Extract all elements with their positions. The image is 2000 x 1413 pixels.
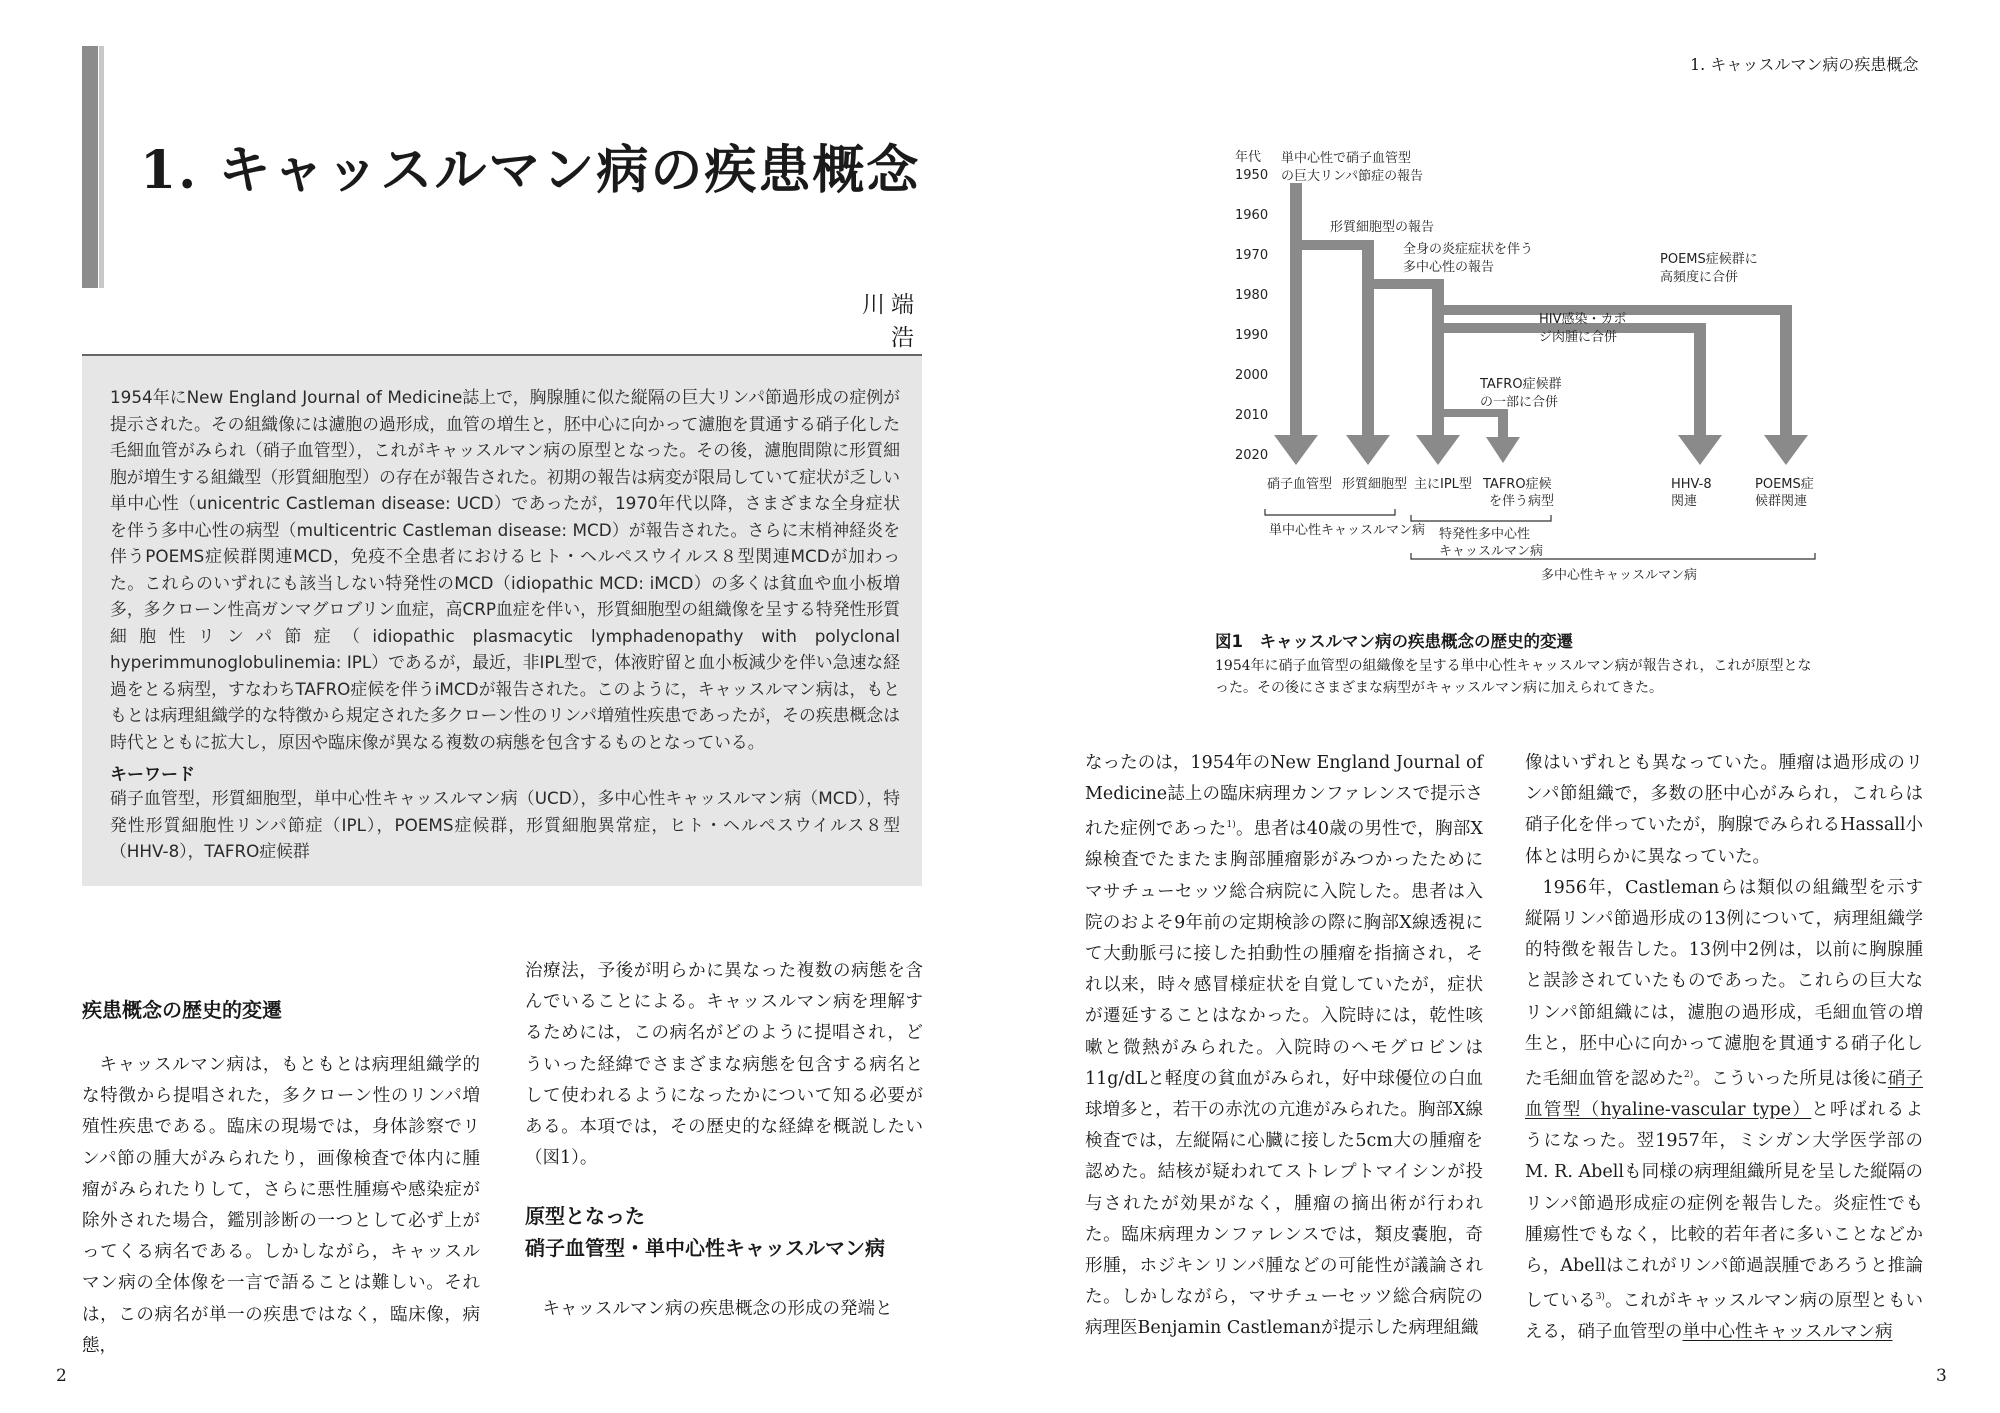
term-unicentric: 単中心性キャッスルマン病 — [1682, 1322, 1893, 1343]
body-column-4 — [1525, 748, 1923, 1349]
year-1970: 1970 — [1235, 248, 1269, 263]
year-1990: 1990 — [1235, 328, 1269, 343]
title-decor-bar-light — [99, 46, 104, 288]
group-multicentric: 多中心性キャッスルマン病 — [1541, 568, 1698, 583]
year-2010: 2010 — [1235, 408, 1269, 423]
col3-text-b: 。患者は40歳の男性で，胸部X線検査でたまたま胸部腫瘤影がみつかったためにマサチューセッツ総合病院に入院した。患者は入院のおよそ9年前の定期検診の際に胸部X線透視にて大動脈弓に接した拍動性の腫瘤を指摘され，それ以来，時々感冒様症状を自覚していたが，症状が遷延することはなかった。入院時には，乾性咳嗽と微熱がみられた。入院時のヘモグロビンは11g/dLと軽度の貧血がみられ，好中球優位の白血球増多と，若干の赤沈の亢進がみられた。胸部X線検査では，左縦隔に心臓に接した5cm大の腫瘤を認めた。結核が疑われてストレプトマイシンが投与されたが効果がなく，腫瘤の摘出術が行われた。臨床病理カンファレンスでは，類皮嚢胞，奇形腫，ホジキンリンパ腫などの可能性が議論された。しかしながら，マサチューセッツ総合病院の病理医Benjamin Castlemanが提示した病理組織 — [1085, 819, 1483, 1339]
year-1960: 1960 — [1235, 208, 1269, 223]
section-heading-history: 疾患概念の歴史的変遷 — [82, 998, 282, 1022]
body-column-2b: キャッスルマン病の疾患概念の形成の発端と — [542, 1299, 893, 1319]
endpoint-hyaline-vascular: 硝子血管型 — [1267, 477, 1333, 492]
figure-1 — [1225, 145, 1825, 590]
author-name: 川端 浩 — [862, 292, 920, 351]
annotation-6-line1: TAFRO症候群 — [1480, 377, 1562, 392]
group-idiopathic-line2: キャッスルマン病 — [1439, 544, 1544, 559]
annotation-1-line1: 単中心性で硝子血管型 — [1281, 151, 1412, 166]
page-number-left: 2 — [56, 1366, 67, 1386]
group-idiopathic-line1: 特発性多中心性 — [1439, 527, 1531, 542]
branch-plasma-cell — [1290, 240, 1372, 250]
bracket-idiopathic — [1411, 515, 1551, 521]
keywords-text: 硝子血管型，形質細胞型，単中心性キャッスルマン病（UCD），多中心性キャッスルマン病（MCD），特発性形質細胞性リンパ節症（IPL），POEMS症候群，形質細胞異常症，ヒト・ヘルペスウイルス８型（HHV-8），TAFRO症候群 — [110, 788, 900, 861]
col4-text-b: 1956年，Castlemanらは類似の組織型を示す縦隔リンパ節過形成の13例について，病理組織学的特徴を報告した。13例中2例は，以前に胸腺腫と誤診されていたものであった。これらの巨大なリンパ節組織には，濾胞の過形成，毛細血管の増生と，胚中心に向かって濾胞を貫通する硝子化した毛細血管を認めた — [1525, 877, 1923, 1089]
ref-3: 3) — [1595, 1292, 1605, 1303]
arrowhead-poems — [1764, 435, 1808, 465]
endpoint-tafro-line2: を伴う病型 — [1489, 494, 1555, 509]
arrowhead-tafro — [1486, 437, 1520, 463]
group-unicentric: 単中心性キャッスルマン病 — [1269, 523, 1426, 538]
col4-text-c: 。こういった所見は後に — [1693, 1068, 1888, 1089]
branch-multicentric — [1362, 279, 1440, 289]
annotation-5-line1: HIV感染・カポ — [1539, 312, 1627, 327]
body-column-3 — [1085, 748, 1483, 1345]
trunk-poems — [1780, 305, 1792, 435]
body-column-1: キャッスルマン病は，もともとは病理組織学的な特徴から提唱された，多クローン性のリンパ増殖性疾患である。臨床の現場では，身体診察でリンパ節の腫大がみられたり，画像検査で体内に腫瘤がみられたりして，さらに悪性腫瘍や感染症が除外された場合，鑑別診断の一つとして必ず上がってくる病名である。しかしながら，キャッスルマン病の全体像を一言で語ることは難しい。それは，この病名が単一の疾患ではなく，臨床像，病態， — [82, 1055, 480, 1356]
arrowhead-ipl — [1416, 435, 1460, 465]
ref-2: 2) — [1684, 1070, 1694, 1081]
term-hyaline-vascular: 硝子血管型（hyaline-vascular type） — [1525, 1068, 1924, 1121]
annotation-1-line2: の巨大リンパ節症の報告 — [1281, 169, 1424, 184]
arrowhead-hyaline-vascular — [1274, 435, 1318, 465]
year-1980: 1980 — [1235, 288, 1269, 303]
year-axis-label: 年代 — [1235, 150, 1262, 165]
section-heading-prototype — [525, 1200, 885, 1264]
chapter-title: 1. キャッスルマン病の疾患概念 — [140, 140, 921, 201]
bracket-unicentric — [1265, 509, 1395, 515]
annotation-5-line2: ジ肉腫に合併 — [1539, 330, 1618, 345]
branch-tafro — [1432, 409, 1508, 417]
col3-text-a: なったのは，1954年のNew England Journal of Medicine誌上の臨床病理カンファレンスで提示された症例であった — [1085, 753, 1483, 840]
trunk-hyaline-vascular — [1290, 183, 1302, 435]
figure-caption-title: 図1 キャッスルマン病の疾患概念の歴史的変遷 — [1215, 632, 1573, 651]
figure-caption-text: 1954年に硝子血管型の組織像を呈する単中心性キャッスルマン病が報告され，これが原型となった。その後にさまざまな病型がキャッスルマン病に加えられてきた。 — [1215, 658, 1812, 696]
section-heading-prototype-line1: 原型となった — [525, 1204, 645, 1228]
annotation-3-line1: 全身の炎症症状を伴う — [1403, 242, 1534, 257]
trunk-plasma-cell — [1362, 240, 1374, 435]
endpoint-tafro-line1: TAFRO症候 — [1483, 477, 1552, 492]
title-decor-bar — [82, 46, 98, 288]
endpoint-ipl: 主にIPL型 — [1414, 477, 1472, 492]
abstract-text: 1954年にNew England Journal of Medicine誌上で，胸腺腫に似た縦隔の巨大リンパ節過形成の症例が提示された。その組織像には濾胞の過形成，血管の増生と，胚中心に向かって濾胞を貫通する硝子化した毛細血管がみられ（硝子血管型），これがキャッスルマン病の原型となった。その後，濾胞間隙に形質細胞が増生する組織型（形質細胞型）の存在が報告された。初期の報告は病変が限局していて症状が乏しい単中心性（unicentric Castleman disease: UCD）であったが，1970年代以降，さまざまな全身症状を伴う多中心性の病型（multicentric Castleman disease: MCD）が報告された。さらに末梢神経炎を伴うPOEMS症候群関連MCD，免疫不全患者におけるヒト・ヘルペスウイルス８型関連MCDが加わった。これらのいずれにも該当しない特発性のMCD（idiopathic MCD: iMCD）の多くは貧血や血小板増多，多クローン性高ガンマグロブリン血症，高CRP血症を伴い，形質細胞型の組織像を呈する特発性形質細胞性リンパ節症（idiopathic plasmacytic lymphadenopathy with polyclonal hyperimmunoglobulinemia: IPL）であるが，最近，非IPL型で，体液貯留と血小板減少を伴い急速な経過をとる病型，すなわちTAFRO症候を伴うiMCDが報告された。このように，キャッスルマン病は，もともとは病理組織学的な特徴から規定された多クローン性のリンパ増殖性疾患であったが，その疾患概念は時代とともに拡大し，原因や臨床像が異なる複数の病態を包含するものとなっている。 — [110, 387, 900, 752]
trunk-tafro — [1498, 409, 1508, 439]
body-column-2a: 治療法，予後が明らかに異なった複数の病態を含んでいることによる。キャッスルマン病を理解するためには，この病名がどのように提唱され，どういった経緯でさまざまな病態を包含する病名として使われるようになったかについて知る必要がある。本項では，その歴史的な経緯を概説したい（図1）。 — [525, 961, 923, 1169]
annotation-2: 形質細胞型の報告 — [1330, 220, 1435, 235]
year-2020: 2020 — [1235, 448, 1269, 463]
annotation-4-line1: POEMS症候群に — [1660, 252, 1758, 267]
endpoint-poems-line2: 候群関連 — [1755, 494, 1808, 509]
annotation-6-line2: の一部に合併 — [1480, 395, 1559, 410]
annotation-4-line2: 高頻度に合併 — [1660, 270, 1739, 285]
arrowhead-hhv8 — [1678, 435, 1722, 465]
col4-text-d: と呼ばれるようになった。翌1957年，ミシガン大学医学部のM. R. Abellも同様の病理組織所見を呈した縦隔のリンパ節過形成症の症例を報告した。炎症性でも腫瘍性でもなく，比較的若年者に多いことなどから，Abellはこれがリンパ節過誤腫であろうと推論している — [1525, 1100, 1924, 1312]
running-head: 1. キャッスルマン病の疾患概念 — [1690, 55, 1919, 74]
endpoint-hhv8-line1: HHV-8 — [1671, 477, 1712, 492]
endpoint-poems-line1: POEMS症 — [1755, 477, 1814, 492]
trunk-hhv8 — [1694, 323, 1706, 435]
year-1950: 1950 — [1235, 168, 1269, 183]
endpoint-plasma-cell: 形質細胞型 — [1342, 477, 1408, 492]
annotation-3-line2: 多中心性の報告 — [1403, 260, 1495, 275]
col4-text-e: 。これがキャッスルマン病の原型ともいえる，硝子血管型の — [1525, 1291, 1924, 1343]
section-heading-prototype-line2: 硝子血管型・単中心性キャッスルマン病 — [525, 1236, 885, 1260]
col4-text-a: 像はいずれとも異なっていた。腫瘤は過形成のリンパ節組織で，多数の胚中心がみられ，これらは硝子化を伴っていたが，胸腺でみられるHassall小体とは明らかに異なっていた。 — [1525, 753, 1923, 867]
page-number-right: 3 — [1936, 1366, 1947, 1386]
figure-1-diagram — [1225, 145, 1825, 590]
year-2000: 2000 — [1235, 368, 1269, 383]
ref-1: 1) — [1226, 820, 1236, 831]
arrowhead-plasma-cell — [1346, 435, 1390, 465]
endpoint-hhv8-line2: 関連 — [1671, 494, 1698, 509]
keywords-title: キーワード — [110, 765, 195, 785]
